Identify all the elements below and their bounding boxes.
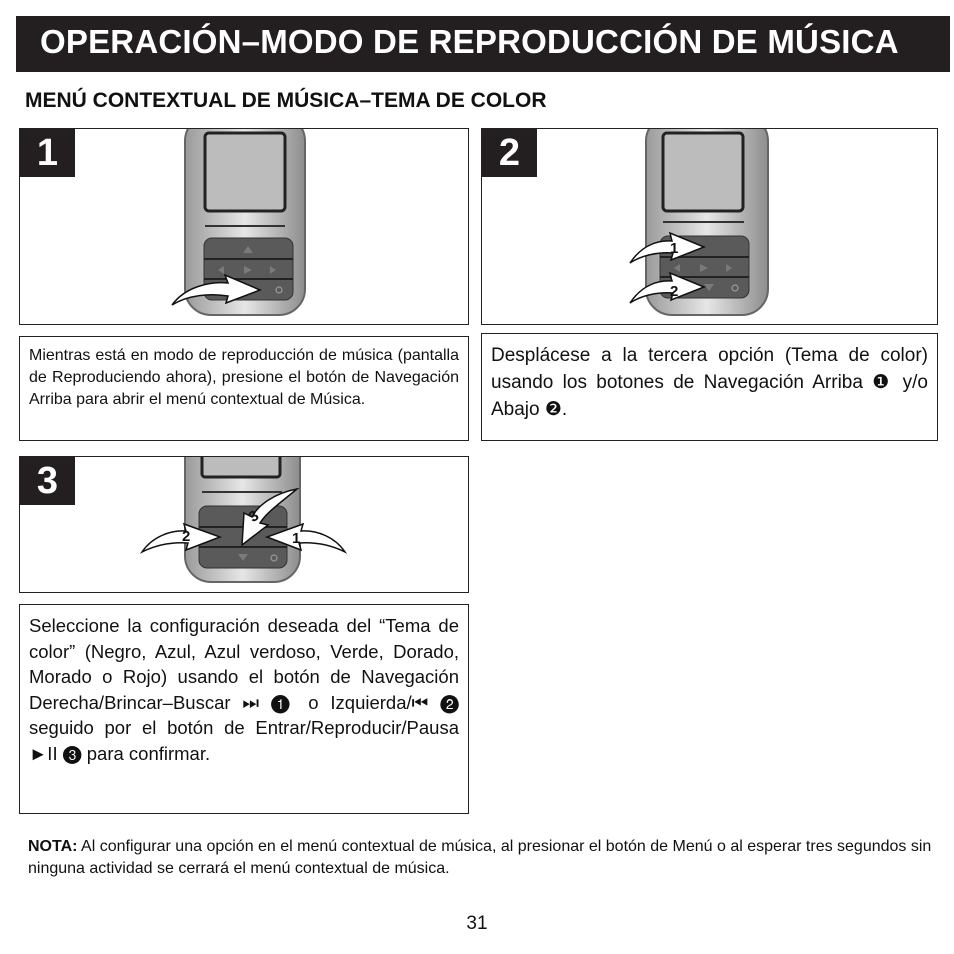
device-screen <box>663 133 743 211</box>
section-subtitle: MENÚ CONTEXTUAL DE MÚSICA–TEMA DE COLOR <box>25 89 547 112</box>
step-3-device-illustration <box>20 457 469 593</box>
arrow-label-2: 2 <box>182 528 191 545</box>
device-screen <box>202 457 280 477</box>
step-1-caption: Mientras está en modo de reproducción de música (pantalla de Reproduciendo ahora), presione el botón de Navegación Arriba para abrir el menú contextual de Música. <box>19 336 469 441</box>
page-number: 31 <box>466 913 488 934</box>
step-3-caption: Seleccione la configuración deseada del “Tema de color” (Negro, Azul, Azul verdoso, Verde, Dorado, Morado o Rojo) usando el botón de Navegación Derecha/Brincar–Buscar ⏭ ❶ o Izquierda/⏮ ❷ seguido por el botón de Entrar/Reproducir/Pausa ►II ❸ para confirmar. <box>19 604 469 814</box>
arrow-label-3: 3 <box>245 507 263 526</box>
note-label: NOTA: <box>28 838 78 855</box>
note <box>28 836 938 880</box>
step-1-panel <box>19 128 469 325</box>
step-1-device-illustration <box>20 129 469 325</box>
page-title: OPERACIÓN–MODO DE REPRODUCCIÓN DE MÚSICA <box>40 23 899 60</box>
step-1-badge: 1 <box>20 129 75 177</box>
step-2-badge: 2 <box>482 129 537 177</box>
step-2-panel <box>481 128 938 325</box>
step-2-device-illustration <box>482 129 938 325</box>
arrow-label-1: 1 <box>670 240 679 257</box>
arrow-label-2: 2 <box>670 283 679 300</box>
step-3-panel <box>19 456 469 593</box>
step-3-badge: 3 <box>20 457 75 505</box>
arrow-label-1: 1 <box>292 530 301 547</box>
device-screen <box>205 133 285 211</box>
note-text: Al configurar una opción en el menú contextual de música, al presionar el botón de Menú o al esperar tres segundos sin ninguna actividad se cerrará el menú contextual de música. <box>28 838 932 877</box>
step-2-caption: Desplácese a la tercera opción (Tema de color) usando los botones de Navegación Arriba ❶ y/o Abajo ❷. <box>481 333 938 441</box>
